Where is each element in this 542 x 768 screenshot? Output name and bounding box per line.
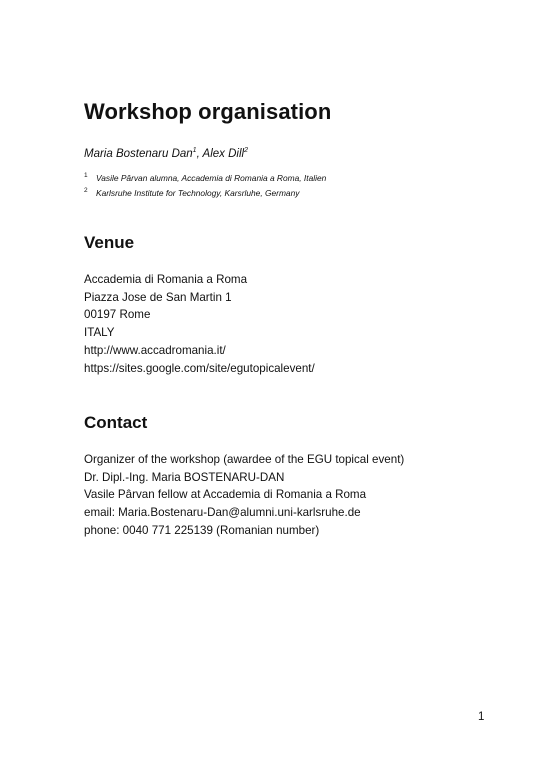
affiliation-item: [84, 188, 299, 198]
venue-line: ITALY: [84, 326, 115, 340]
page-number: 1: [478, 711, 485, 723]
venue-line: 00197 Rome: [84, 308, 151, 322]
affiliation-text: Vasile Pârvan alumna, Accademia di Romania a Roma, Italien: [96, 173, 327, 183]
author-name: Alex Dill: [202, 148, 245, 160]
contact-line: Vasile Pârvan fellow at Accademia di Romania a Roma: [84, 488, 367, 502]
venue-heading: Venue: [84, 233, 135, 252]
author-line: [84, 148, 248, 160]
venue-address-block: [84, 271, 315, 377]
affiliation-item: [84, 173, 326, 183]
venue-line: Accademia di Romania a Roma: [84, 273, 248, 286]
author-name: Maria Bostenaru Dan: [84, 148, 193, 160]
affiliation-text: Karlsruhe Institute for Technology, Karsrluhe, Germany: [96, 188, 300, 198]
contact-block: [84, 451, 404, 540]
contact-email: email: Maria.Bostenaru-Dan@alumni.uni-karlsruhe.de: [84, 506, 361, 520]
affiliation-marker: 1: [192, 147, 197, 154]
affiliation-number: 1: [84, 172, 88, 179]
page-title: Workshop organisation: [84, 99, 332, 124]
venue-website-link[interactable]: http://www.accadromania.it/: [84, 343, 226, 357]
author-separator: ,: [196, 148, 203, 160]
contact-heading: Contact: [84, 413, 148, 432]
affiliation-number: 2: [84, 187, 88, 194]
contact-line: Organizer of the workshop (awardee of the EGU topical event): [84, 453, 405, 466]
venue-line: Piazza Jose de San Martin 1: [84, 290, 232, 304]
affiliation-marker: 2: [244, 147, 248, 154]
event-website-link[interactable]: https://sites.google.com/site/egutopicalevent/: [84, 361, 315, 375]
contact-phone: phone: 0040 771 225139 (Romanian number): [84, 523, 320, 537]
contact-line: Dr. Dipl.-Ing. Maria BOSTENARU-DAN: [84, 470, 285, 484]
